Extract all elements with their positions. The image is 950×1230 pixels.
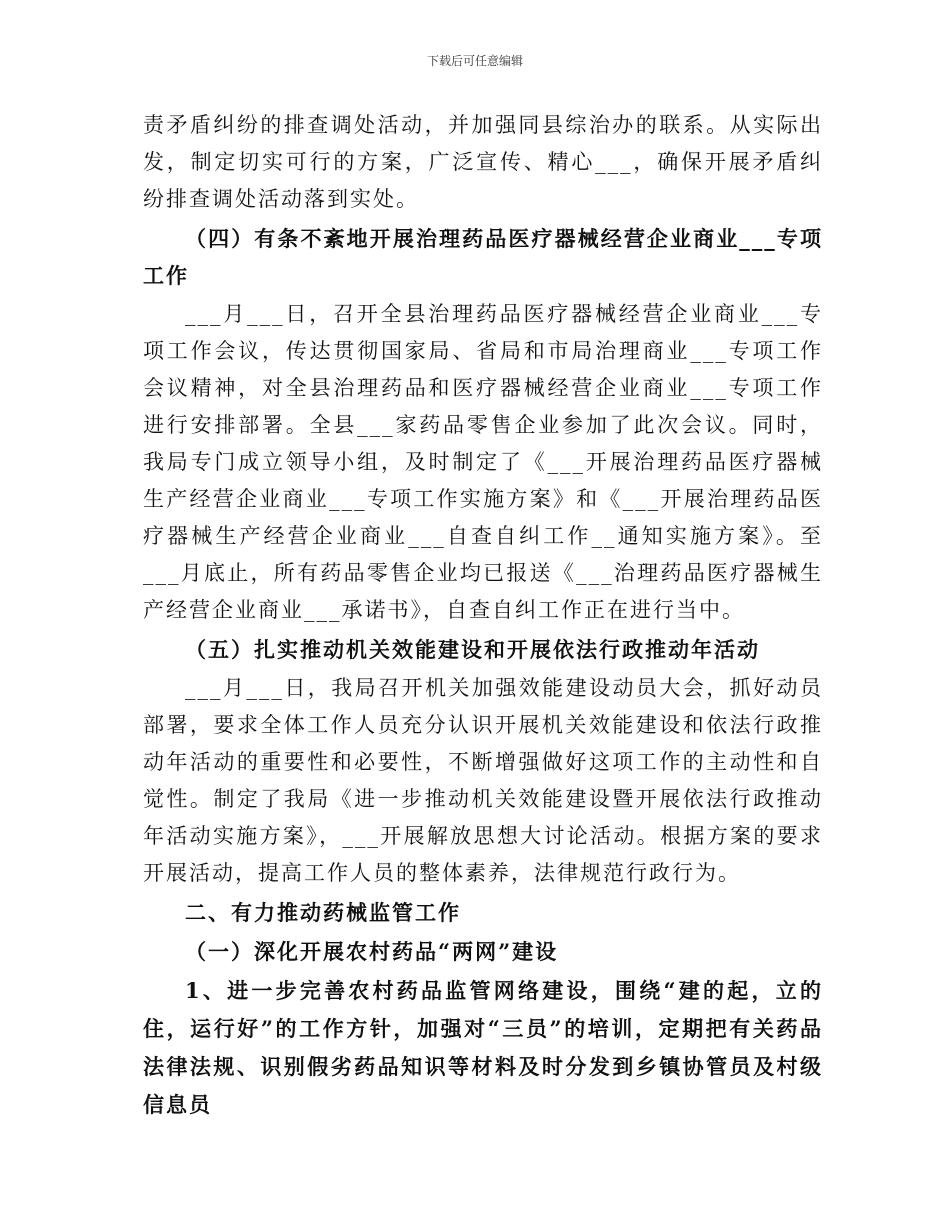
section-heading-5: （五）扎实推动机关效能建设和开展依法行政推动年活动 — [185, 637, 760, 662]
page-header: 下载后可任意编辑 — [426, 54, 523, 68]
body-paragraph: ___月___日，召开全县治理药品医疗器械经营企业商业___专项工作会议，传达贯彻国家局、省局和市局治理商业___专项工作会议精神，对全县治理药品和医疗器械经营企业商业___专项工作进行安排部署。全县___家药品零售企业参加了此次会议。同时，我局专门成立领导小组，及时制定了《___开展治理药品医疗器械生产经营企业商业___专项工作实施方案》和《___开展治理药品医疗器械生产经营企业商业___自查自纠工作__通知实施方案》。至___月底止，所有药品零售企业均已报送《___治理药品医疗器械生产经营企业商业___承诺书》，自查自纠工作正在进行当中。 — [143, 302, 823, 622]
chapter-heading-2: 二、有力推动药械监管工作 — [185, 900, 461, 925]
section-heading-2-1: （一）深化开展农村药品“两网”建设 — [185, 939, 559, 964]
body-paragraph: 责矛盾纠纷的排查调处活动，并加强同县综治办的联系。从实际出发，制定切实可行的方案，广泛宣传、精心___，确保开展矛盾纠纷排查调处活动落到实处。 — [143, 113, 823, 211]
bold-body-paragraph: 1、进一步完善农村药品监管网络建设，围绕“建的起，立的住，运行好”的工作方针，加强对“三员”的培训，定期把有关药品法律法规、识别假劣药品知识等材料及时分发到乡镇协管员及村级信息员 — [143, 978, 823, 1117]
document-body — [143, 107, 823, 1124]
section-heading-4: （四）有条不紊地开展治理药品医疗器械经营企业商业___专项工作 — [143, 226, 823, 288]
body-paragraph: ___月___日，我局召开机关加强效能建设动员大会，抓好动员部署，要求全体工作人员充分认识开展机关效能建设和依法行政推动年活动的重要性和必要性，不断增强做好这项工作的主动性和自觉性。制定了我局《进一步推动机关效能建设暨开展依法行政推动年活动实施方案》，___开展解放思想大讨论活动。根据方案的要求开展活动，提高工作人员的整体素养，法律规范行政行为。 — [143, 676, 823, 885]
